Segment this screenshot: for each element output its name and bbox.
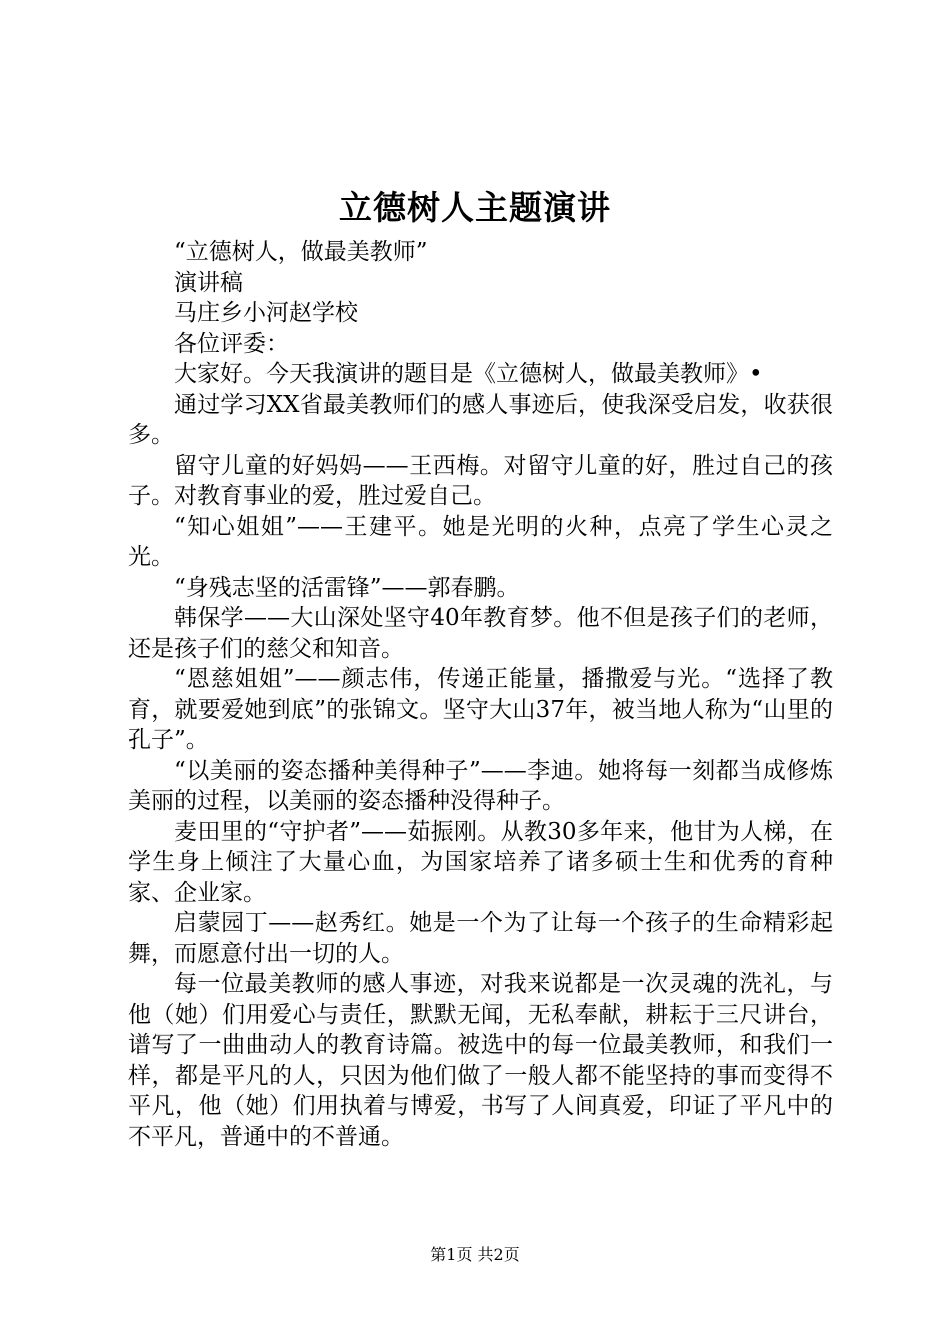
paragraph-school: 马庄乡小河赵学校 — [174, 300, 358, 326]
paragraph: 每一位最美教师的感人事迹，对我来说都是一次灵魂的洗礼，与他（她）们用爱心与责任，默默无闻，无私奉献，耕耘于三尺讲台，谱写了一曲曲动人的教育诗篇。被选中的每一位最美教师，和我们一样，都是平凡的人，只因为他们做了一般人都不能坚持的事而变得不平凡，他（她）们用执着与博爱，书写了人间真爱，印证了平凡中的不平凡，普通中的不普通。 — [128, 971, 833, 1150]
paragraph: “以美丽的姿态播种美得种子”——李迪。她将每一刻都当成修炼美丽的过程，以美丽的姿态播种没得种子。 — [128, 757, 833, 814]
document-body — [128, 237, 833, 1152]
paragraph: “知心姐姐”——王建平。她是光明的火种，点亮了学生心灵之光。 — [128, 513, 833, 570]
paragraph-subtitle: “立德树人，做最美教师” — [174, 239, 428, 265]
paragraph-intro: 大家好。今天我演讲的题目是《立德树人，做最美教师》• — [174, 361, 763, 387]
paragraph: 韩保学——大山深处坚守40年教育梦。他不但是孩子们的老师，还是孩子们的慈父和知音。 — [128, 605, 833, 662]
paragraph: 通过学习XX省最美教师们的感人事迹后，使我深受启发，收获很多。 — [128, 391, 833, 448]
paragraph-speech-label: 演讲稿 — [174, 269, 243, 296]
paragraph: “恩慈姐姐”——颜志伟，传递正能量，播撒爱与光。“选择了教育，就要爱她到底”的张锦文。坚守大山37年，被当地人称为“山里的孔子”。 — [128, 666, 833, 753]
document-title: 立德树人主题演讲 — [339, 188, 611, 227]
paragraph: “身残志坚的活雷锋”——郭春鹏。 — [174, 574, 520, 601]
paragraph: 留守儿童的好妈妈——王西梅。对留守儿童的好，胜过自己的孩子。对教育事业的爱，胜过爱自己。 — [128, 452, 833, 509]
paragraph-greeting: 各位评委： — [174, 330, 289, 357]
page-number-footer: 第1页 共2页 — [430, 1245, 520, 1264]
paragraph: 麦田里的“守护者”——茹振刚。从教30多年来，他甘为人梯，在学生身上倾注了大量心血，为国家培养了诸多硕士生和优秀的育种家、企业家。 — [128, 818, 833, 906]
paragraph: 启蒙园丁——赵秀红。她是一个为了让每一个孩子的生命精彩起舞，而愿意付出一切的人。 — [128, 910, 833, 967]
